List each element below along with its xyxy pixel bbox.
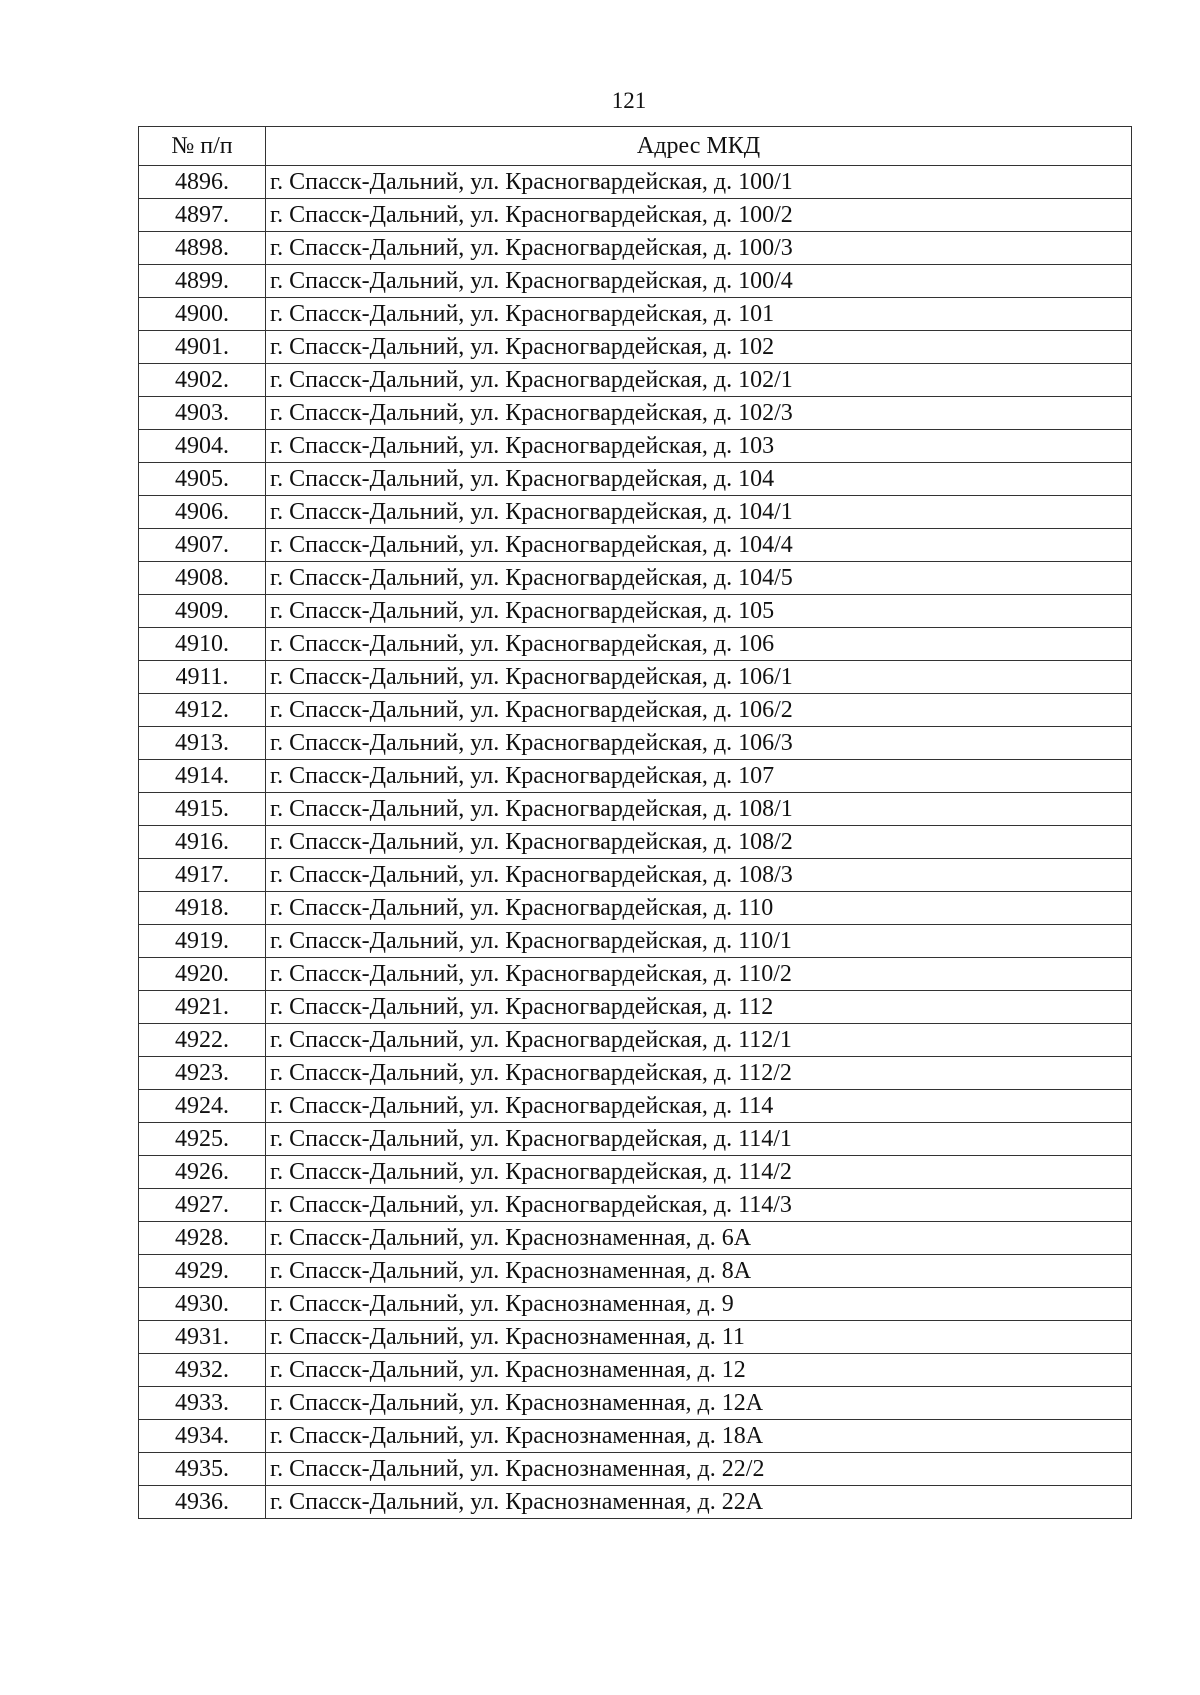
address-cell: г. Спасск-Дальний, ул. Красногвардейская, д. 112/1 bbox=[266, 1024, 1132, 1057]
row-number-cell: 4928. bbox=[139, 1222, 266, 1255]
table-row bbox=[139, 859, 1132, 892]
address-cell: г. Спасск-Дальний, ул. Красногвардейская, д. 102/3 bbox=[266, 397, 1132, 430]
table-row bbox=[139, 892, 1132, 925]
table-row bbox=[139, 562, 1132, 595]
address-cell: г. Спасск-Дальний, ул. Красногвардейская, д. 106/2 bbox=[266, 694, 1132, 727]
table-row bbox=[139, 496, 1132, 529]
address-cell: г. Спасск-Дальний, ул. Краснознаменная, д. 9 bbox=[266, 1288, 1132, 1321]
address-cell: г. Спасск-Дальний, ул. Красногвардейская, д. 104/4 bbox=[266, 529, 1132, 562]
table-row bbox=[139, 430, 1132, 463]
row-number-cell: 4897. bbox=[139, 199, 266, 232]
table-row bbox=[139, 991, 1132, 1024]
address-cell: г. Спасск-Дальний, ул. Красногвардейская, д. 100/1 bbox=[266, 166, 1132, 199]
table-row bbox=[139, 727, 1132, 760]
table-row bbox=[139, 925, 1132, 958]
table-row bbox=[139, 595, 1132, 628]
row-number-cell: 4935. bbox=[139, 1453, 266, 1486]
row-number-cell: 4914. bbox=[139, 760, 266, 793]
table-row bbox=[139, 265, 1132, 298]
row-number-cell: 4915. bbox=[139, 793, 266, 826]
row-number-cell: 4902. bbox=[139, 364, 266, 397]
table-row bbox=[139, 166, 1132, 199]
column-header-number: № п/п bbox=[139, 127, 266, 166]
table-row bbox=[139, 1222, 1132, 1255]
row-number-cell: 4921. bbox=[139, 991, 266, 1024]
address-cell: г. Спасск-Дальний, ул. Красногвардейская, д. 110/1 bbox=[266, 925, 1132, 958]
address-cell: г. Спасск-Дальний, ул. Красногвардейская, д. 108/3 bbox=[266, 859, 1132, 892]
address-cell: г. Спасск-Дальний, ул. Красногвардейская, д. 110 bbox=[266, 892, 1132, 925]
row-number-cell: 4911. bbox=[139, 661, 266, 694]
table-row bbox=[139, 529, 1132, 562]
address-cell: г. Спасск-Дальний, ул. Красногвардейская, д. 101 bbox=[266, 298, 1132, 331]
address-cell: г. Спасск-Дальний, ул. Красногвардейская, д. 105 bbox=[266, 595, 1132, 628]
address-cell: г. Спасск-Дальний, ул. Красногвардейская, д. 100/3 bbox=[266, 232, 1132, 265]
address-cell: г. Спасск-Дальний, ул. Краснознаменная, д. 8А bbox=[266, 1255, 1132, 1288]
row-number-cell: 4920. bbox=[139, 958, 266, 991]
table-row bbox=[139, 1156, 1132, 1189]
page-number: 121 bbox=[611, 88, 647, 113]
row-number-cell: 4908. bbox=[139, 562, 266, 595]
address-cell: г. Спасск-Дальний, ул. Красногвардейская, д. 112 bbox=[266, 991, 1132, 1024]
table-row bbox=[139, 1024, 1132, 1057]
row-number-cell: 4930. bbox=[139, 1288, 266, 1321]
row-number-cell: 4898. bbox=[139, 232, 266, 265]
row-number-cell: 4913. bbox=[139, 727, 266, 760]
address-cell: г. Спасск-Дальний, ул. Красногвардейская, д. 114 bbox=[266, 1090, 1132, 1123]
address-cell: г. Спасск-Дальний, ул. Красногвардейская, д. 107 bbox=[266, 760, 1132, 793]
row-number-cell: 4933. bbox=[139, 1387, 266, 1420]
row-number-cell: 4912. bbox=[139, 694, 266, 727]
table-row bbox=[139, 661, 1132, 694]
table-row bbox=[139, 1486, 1132, 1519]
row-number-cell: 4916. bbox=[139, 826, 266, 859]
row-number-cell: 4907. bbox=[139, 529, 266, 562]
mkd-address-table bbox=[138, 126, 1132, 1519]
table-row bbox=[139, 463, 1132, 496]
row-number-cell: 4917. bbox=[139, 859, 266, 892]
address-cell: г. Спасск-Дальний, ул. Красногвардейская, д. 114/1 bbox=[266, 1123, 1132, 1156]
table-row bbox=[139, 1453, 1132, 1486]
table-row bbox=[139, 1387, 1132, 1420]
row-number-cell: 4931. bbox=[139, 1321, 266, 1354]
row-number-cell: 4936. bbox=[139, 1486, 266, 1519]
row-number-cell: 4903. bbox=[139, 397, 266, 430]
address-cell: г. Спасск-Дальний, ул. Красногвардейская, д. 106/1 bbox=[266, 661, 1132, 694]
table-row bbox=[139, 199, 1132, 232]
table-header-row bbox=[139, 127, 1132, 166]
table-row bbox=[139, 826, 1132, 859]
table-row bbox=[139, 1321, 1132, 1354]
table-row bbox=[139, 958, 1132, 991]
table-row bbox=[139, 1288, 1132, 1321]
address-cell: г. Спасск-Дальний, ул. Красногвардейская, д. 106/3 bbox=[266, 727, 1132, 760]
address-cell: г. Спасск-Дальний, ул. Краснознаменная, д. 12 bbox=[266, 1354, 1132, 1387]
row-number-cell: 4899. bbox=[139, 265, 266, 298]
address-cell: г. Спасск-Дальний, ул. Краснознаменная, д. 12А bbox=[266, 1387, 1132, 1420]
row-number-cell: 4923. bbox=[139, 1057, 266, 1090]
row-number-cell: 4900. bbox=[139, 298, 266, 331]
table-row bbox=[139, 1255, 1132, 1288]
address-cell: г. Спасск-Дальний, ул. Красногвардейская, д. 108/1 bbox=[266, 793, 1132, 826]
row-number-cell: 4918. bbox=[139, 892, 266, 925]
address-cell: г. Спасск-Дальний, ул. Красногвардейская, д. 114/3 bbox=[266, 1189, 1132, 1222]
address-cell: г. Спасск-Дальний, ул. Краснознаменная, д. 22А bbox=[266, 1486, 1132, 1519]
row-number-cell: 4934. bbox=[139, 1420, 266, 1453]
address-cell: г. Спасск-Дальний, ул. Красногвардейская, д. 104/1 bbox=[266, 496, 1132, 529]
table-row bbox=[139, 397, 1132, 430]
address-cell: г. Спасск-Дальний, ул. Красногвардейская, д. 110/2 bbox=[266, 958, 1132, 991]
address-cell: г. Спасск-Дальний, ул. Красногвардейская, д. 114/2 bbox=[266, 1156, 1132, 1189]
column-header-address: Адрес МКД bbox=[266, 127, 1132, 166]
table-row bbox=[139, 694, 1132, 727]
address-cell: г. Спасск-Дальний, ул. Красногвардейская, д. 112/2 bbox=[266, 1057, 1132, 1090]
address-cell: г. Спасск-Дальний, ул. Красногвардейская, д. 102/1 bbox=[266, 364, 1132, 397]
row-number-cell: 4910. bbox=[139, 628, 266, 661]
table-row bbox=[139, 1189, 1132, 1222]
table-row bbox=[139, 298, 1132, 331]
table-row bbox=[139, 1057, 1132, 1090]
table-row bbox=[139, 760, 1132, 793]
address-cell: г. Спасск-Дальний, ул. Красногвардейская, д. 103 bbox=[266, 430, 1132, 463]
table-row bbox=[139, 232, 1132, 265]
address-cell: г. Спасск-Дальний, ул. Краснознаменная, д. 6А bbox=[266, 1222, 1132, 1255]
address-cell: г. Спасск-Дальний, ул. Красногвардейская, д. 100/2 bbox=[266, 199, 1132, 232]
address-cell: г. Спасск-Дальний, ул. Красногвардейская, д. 104 bbox=[266, 463, 1132, 496]
table-row bbox=[139, 1090, 1132, 1123]
row-number-cell: 4919. bbox=[139, 925, 266, 958]
row-number-cell: 4924. bbox=[139, 1090, 266, 1123]
address-cell: г. Спасск-Дальний, ул. Краснознаменная, д. 22/2 bbox=[266, 1453, 1132, 1486]
address-cell: г. Спасск-Дальний, ул. Краснознаменная, д. 18А bbox=[266, 1420, 1132, 1453]
address-cell: г. Спасск-Дальний, ул. Красногвардейская, д. 108/2 bbox=[266, 826, 1132, 859]
row-number-cell: 4932. bbox=[139, 1354, 266, 1387]
table-row bbox=[139, 331, 1132, 364]
table-row bbox=[139, 628, 1132, 661]
address-cell: г. Спасск-Дальний, ул. Краснознаменная, д. 11 bbox=[266, 1321, 1132, 1354]
row-number-cell: 4927. bbox=[139, 1189, 266, 1222]
address-cell: г. Спасск-Дальний, ул. Красногвардейская, д. 106 bbox=[266, 628, 1132, 661]
row-number-cell: 4929. bbox=[139, 1255, 266, 1288]
table-row bbox=[139, 793, 1132, 826]
table-row bbox=[139, 364, 1132, 397]
row-number-cell: 4922. bbox=[139, 1024, 266, 1057]
address-cell: г. Спасск-Дальний, ул. Красногвардейская, д. 100/4 bbox=[266, 265, 1132, 298]
row-number-cell: 4909. bbox=[139, 595, 266, 628]
table-body bbox=[139, 166, 1132, 1519]
table-row bbox=[139, 1420, 1132, 1453]
address-cell: г. Спасск-Дальний, ул. Красногвардейская, д. 102 bbox=[266, 331, 1132, 364]
table-row bbox=[139, 1354, 1132, 1387]
row-number-cell: 4896. bbox=[139, 166, 266, 199]
table-row bbox=[139, 1123, 1132, 1156]
row-number-cell: 4904. bbox=[139, 430, 266, 463]
address-cell: г. Спасск-Дальний, ул. Красногвардейская, д. 104/5 bbox=[266, 562, 1132, 595]
row-number-cell: 4906. bbox=[139, 496, 266, 529]
row-number-cell: 4905. bbox=[139, 463, 266, 496]
row-number-cell: 4901. bbox=[139, 331, 266, 364]
row-number-cell: 4926. bbox=[139, 1156, 266, 1189]
row-number-cell: 4925. bbox=[139, 1123, 266, 1156]
